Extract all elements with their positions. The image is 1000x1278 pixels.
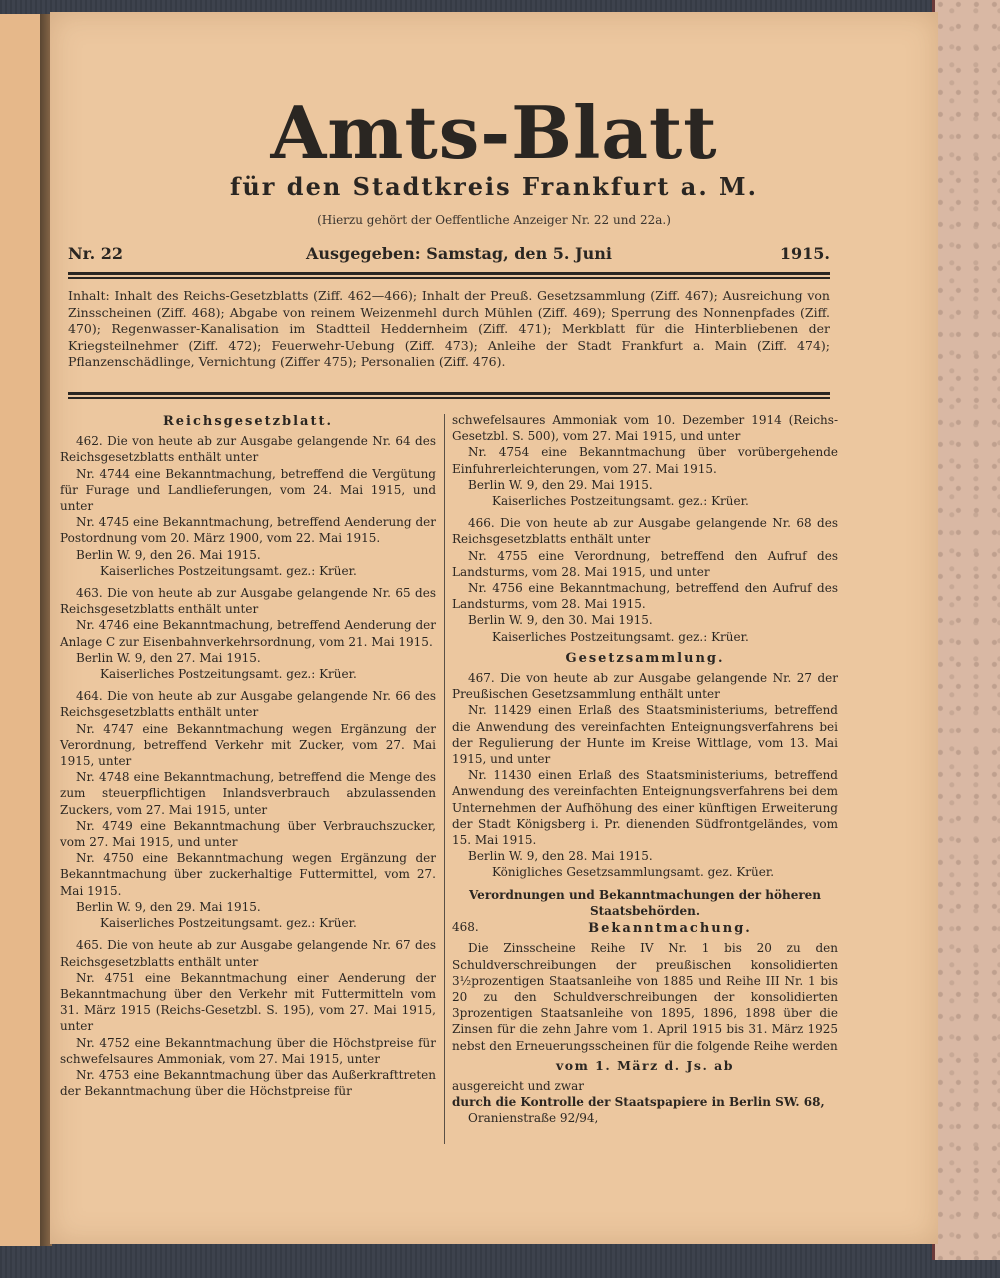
dateline: Berlin W. 9, den 29. Mai 1915. — [76, 899, 261, 914]
paragraph: Nr. 4748 eine Bekanntmachung, betreffend die Menge des zum steuerpflichtigen Inlandsverbrauch abzulassenden Zuckers, vom 27. Mai 1915, unter — [60, 770, 436, 817]
paragraph: Nr. 4756 eine Bekanntmachung, betreffend den Aufruf des Landsturms, vom 28. Mai 1915. — [452, 581, 838, 612]
left-column — [60, 412, 436, 1099]
divider-contents — [68, 392, 830, 395]
paragraph: Nr. 11429 einen Erlaß des Staatsministeriums, betreffend die Anwendung des vereinfachten Enteignungsverfahrens bei der Regulierung der Hunte im Kreise Wittlage, vom 13. Mai 1915, und unter — [452, 703, 838, 767]
paragraph: Nr. 4745 eine Bekanntmachung, betreffend Aenderung der Postordnung vom 20. März 1900, vom 22. Mai 1915. — [60, 515, 436, 546]
paragraph: 462. Die von heute ab zur Ausgabe gelangende Nr. 64 des Reichsgesetzblatts enthält unter — [60, 434, 436, 465]
paragraph: Die Zinsscheine Reihe IV Nr. 1 bis 20 zu den Schuldverschreibungen der preußischen konsolidierten 3½prozentigen Staatsanleihe von 1885 und Reihe III Nr. 1 bis 20 zu den Schuldverschreibungen der konsolidierten 3prozentigen Staatsanleihe von 1895, 1896, 1898 über die Zinsen für die zehn Jahre vom 1. April 1915 bis 31. März 1925 nebst den Erneuerungsscheinen für die folgende Reihe werden — [452, 941, 838, 1053]
signature: Kaiserliches Postzeitungsamt. gez.: Krüer. — [100, 916, 357, 931]
dateline: Berlin W. 9, den 26. Mai 1915. — [76, 547, 261, 562]
facing-page-edge — [0, 14, 43, 1246]
issue-number: Nr. 22 — [68, 244, 123, 263]
paragraph: Nr. 4751 eine Bekanntmachung einer Aenderung der Bekanntmachung über den Verkehr mit Futtermitteln vom 31. März 1915 (Reichs-Gesetzbl. S. 195), vom 27. Mai 1915, unter — [60, 970, 436, 1034]
marbled-cover-edge — [932, 0, 1000, 1260]
paragraph: 464. Die von heute ab zur Ausgabe gelangende Nr. 66 des Reichsgesetzblatts enthält unter — [60, 689, 436, 720]
paragraph: Nr. 4749 eine Bekanntmachung über Verbrauchszucker, vom 27. Mai 1915, und unter — [60, 818, 436, 850]
issue-date: Ausgegeben: Samstag, den 5. Juni — [306, 244, 612, 263]
section-heading: Verordnungen und Bekanntmachungen der höheren Staatsbehörden. — [468, 887, 822, 918]
paragraph: 467. Die von heute ab zur Ausgabe gelangende Nr. 27 der Preußischen Gesetzsammlung enthält unter — [452, 671, 838, 702]
paragraph: Nr. 11430 einen Erlaß des Staatsministeriums, betreffend Anwendung des vereinfachten Enteignungsverfahrens bei dem Unternehmen der Aufhöhung des einer künftigen Erweiterung der Stadt Königsberg i. Pr. dienenden Südfrontgeländes, vom 15. Mai 1915. — [452, 768, 838, 848]
dateline: Berlin W. 9, den 30. Mai 1915. — [468, 613, 653, 628]
paragraph: durch die Kontrolle der Staatspapiere in Berlin SW. 68, — [452, 1095, 825, 1110]
paragraph: 465. Die von heute ab zur Ausgabe gelangende Nr. 67 des Reichsgesetzblatts enthält unter — [60, 938, 436, 969]
column-divider — [444, 414, 445, 1144]
paragraph: Nr. 4754 eine Bekanntmachung über vorübergehende Einfuhrerleichterungen, vom 27. Mai 1915. — [452, 445, 838, 476]
item-number: 468. — [452, 920, 479, 935]
paragraph: Nr. 4744 eine Bekanntmachung, betreffend die Vergütung für Furage und Landlieferungen, vom 24. Mai 1915, und unter — [60, 466, 436, 514]
table-of-contents: Inhalt: Inhalt des Reichs-Gesetzblatts (Ziff. 462—466); Inhalt der Preuß. Gesetzsammlung (Ziff. 467); Ausreichung von Zinsscheinen (Ziff. 468); Abgabe von reinem Weizenmehl durch Mühlen (Ziff. 469); Sperrung des Nonnenpfades (Ziff. 470); Regenwasser-Kanalisation im Stadtteil Heddernheim (Ziff. 471); Merkblatt für die Hinterbliebenen der Kriegsteilnehmer (Ziff. 472); Feuerwehr-Uebung (Ziff. 473); Anleihe der Stadt Frankfurt a. Main (Ziff. 474); Pflanzenschädlinge, Vernichtung (Ziffer 475); Personalien (Ziff. 476). — [68, 288, 830, 369]
paragraph: 463. Die von heute ab zur Ausgabe gelangende Nr. 65 des Reichsgesetzblatts enthält unter — [60, 586, 436, 617]
signature: Königliches Gesetzsammlungsamt. gez. Krüer. — [492, 865, 775, 880]
section-heading: Gesetzsammlung. — [565, 650, 725, 666]
paragraph: 466. Die von heute ab zur Ausgabe gelangende Nr. 68 des Reichsgesetzblatts enthält unter — [452, 516, 838, 547]
divider-top — [68, 272, 830, 275]
divider-contents-thin — [68, 397, 830, 399]
paragraph: Nr. 4755 eine Verordnung, betreffend den Aufruf des Landsturms, vom 28. Mai 1915, und unter — [452, 548, 838, 579]
paragraph: Nr. 4753 eine Bekanntmachung über das Außerkrafttreten der Bekanntmachung über die Höchstpreise für — [60, 1067, 436, 1099]
paragraph: Nr. 4746 eine Bekanntmachung, betreffend Aenderung der Anlage C zur Eisenbahnverkehrsordnung, vom 21. Mai 1915. — [60, 618, 436, 649]
document-page — [50, 12, 938, 1244]
page-title: Amts-Blatt — [270, 90, 718, 175]
address-line: Oranienstraße 92/94, — [468, 1111, 599, 1126]
signature: Kaiserliches Postzeitungsamt. gez.: Krüer. — [100, 563, 357, 578]
section-heading: Bekanntmachung. — [588, 921, 752, 937]
paragraph: Nr. 4750 eine Bekanntmachung wegen Ergänzung der Bekanntmachung über zuckerhaltige Futtermittel, vom 27. Mai 1915. — [60, 851, 436, 898]
dateline: Berlin W. 9, den 29. Mai 1915. — [468, 477, 653, 492]
signature: Kaiserliches Postzeitungsamt. gez.: Krüer. — [492, 494, 749, 509]
dateline: Berlin W. 9, den 28. Mai 1915. — [468, 849, 653, 864]
paragraph: Nr. 4752 eine Bekanntmachung über die Höchstpreise für schwefelsaures Ammoniak, vom 27. Mai 1915, unter — [60, 1035, 436, 1066]
issue-line — [68, 244, 830, 268]
section-heading: Reichsgesetzblatt. — [162, 414, 334, 429]
page-subtitle: für den Stadtkreis Frankfurt a. M. — [230, 172, 758, 201]
signature: Kaiserliches Postzeitungsamt. gez.: Krüer. — [100, 667, 357, 682]
right-column — [452, 412, 838, 1127]
emphasis-line: vom 1. März d. Js. ab — [556, 1057, 734, 1073]
issue-year: 1915. — [779, 244, 830, 263]
dateline: Berlin W. 9, den 27. Mai 1915. — [76, 650, 261, 665]
divider-top-thin — [68, 277, 830, 279]
signature: Kaiserliches Postzeitungsamt. gez.: Krüer. — [492, 629, 749, 644]
paragraph: ausgereicht und zwar — [452, 1078, 585, 1093]
paragraph: schwefelsaures Ammoniak vom 10. Dezember 1914 (Reichs-Gesetzbl. S. 500), vom 27. Mai 1915, und unter — [452, 413, 838, 444]
paragraph: Nr. 4747 eine Bekanntmachung wegen Ergänzung der Verordnung, betreffend Verkehr mit Zucker, vom 27. Mai 1915, unter — [60, 721, 436, 769]
supplement-note: (Hierzu gehört der Oeffentliche Anzeiger Nr. 22 und 22a.) — [317, 213, 671, 227]
